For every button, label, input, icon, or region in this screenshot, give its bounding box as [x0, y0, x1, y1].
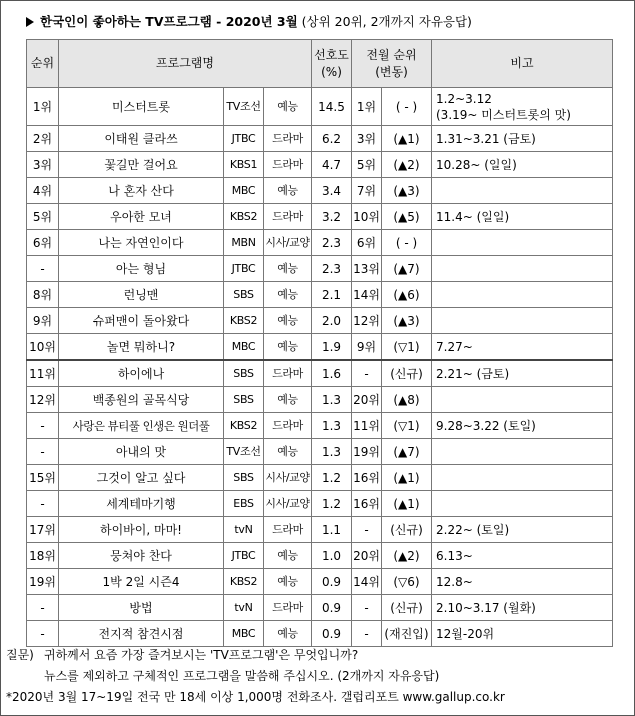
preference-cell: 2.3 [312, 230, 352, 256]
previous-rank-cell: 1위 [352, 88, 382, 126]
table-row [27, 595, 613, 621]
previous-rank-cell: 19위 [352, 439, 382, 465]
channel-cell: KBS2 [224, 308, 264, 334]
genre-cell: 예능 [264, 178, 312, 204]
channel-cell: EBS [224, 491, 264, 517]
question-row [6, 645, 626, 666]
channel-cell: JTBC [224, 256, 264, 282]
note-cell [432, 308, 613, 334]
table-row [27, 308, 613, 334]
change-cell: (▲3) [382, 178, 432, 204]
title-main: 한국인이 좋아하는 TV프로그램 - 2020년 3월 [40, 14, 298, 29]
note-text: 1.2~3.12 [436, 91, 492, 106]
genre-cell: 시사/교양 [264, 491, 312, 517]
program-cell: 하이바이, 마마! [59, 517, 224, 543]
previous-rank-cell: 11위 [352, 413, 382, 439]
table-header-row [27, 40, 613, 88]
ranking-table [26, 39, 613, 647]
previous-rank-cell: 20위 [352, 543, 382, 569]
change-cell: (▲7) [382, 256, 432, 282]
channel-cell: SBS [224, 282, 264, 308]
rank-cell: 15위 [27, 465, 59, 491]
genre-cell: 예능 [264, 282, 312, 308]
preference-cell: 3.2 [312, 204, 352, 230]
previous-rank-cell: 14위 [352, 282, 382, 308]
preference-cell: 1.3 [312, 387, 352, 413]
rank-cell: 18위 [27, 543, 59, 569]
genre-cell: 예능 [264, 569, 312, 595]
program-cell: 슈퍼맨이 돌아왔다 [59, 308, 224, 334]
preference-cell: 1.3 [312, 439, 352, 465]
footer [6, 645, 626, 708]
note-text: 2.10~3.17 (월화) [436, 600, 536, 615]
preference-cell: 1.9 [312, 334, 352, 361]
table-row [27, 230, 613, 256]
note-text: 9.28~3.22 (토일) [436, 418, 536, 433]
channel-cell: tvN [224, 595, 264, 621]
change-cell: (▲1) [382, 465, 432, 491]
question-label: 질문) [6, 648, 34, 662]
program-cell: 꽃길만 걸어요 [59, 152, 224, 178]
previous-rank-cell: 7위 [352, 178, 382, 204]
rank-cell: - [27, 595, 59, 621]
note-cell [432, 178, 613, 204]
note-cell [432, 439, 613, 465]
note-text: 11.4~ (일일) [436, 209, 510, 224]
change-cell: (▲5) [382, 204, 432, 230]
previous-rank-cell: 9위 [352, 334, 382, 361]
preference-cell: 2.3 [312, 256, 352, 282]
preference-cell: 1.1 [312, 517, 352, 543]
channel-cell: JTBC [224, 543, 264, 569]
channel-cell: MBN [224, 230, 264, 256]
note-cell [432, 387, 613, 413]
preference-cell: 6.2 [312, 126, 352, 152]
channel-cell: KBS2 [224, 413, 264, 439]
previous-rank-cell: 16위 [352, 491, 382, 517]
change-cell: (재진입) [382, 621, 432, 647]
preference-cell: 2.0 [312, 308, 352, 334]
program-cell: 우아한 모녀 [59, 204, 224, 230]
title-sub: (상위 20위, 2개까지 자유응답) [301, 14, 472, 29]
change-cell: (신규) [382, 595, 432, 621]
table-row [27, 282, 613, 308]
note-text: 2.21~ (금토) [436, 366, 510, 381]
previous-rank-cell: 10위 [352, 204, 382, 230]
rank-cell: 10위 [27, 334, 59, 361]
previous-rank-cell: - [352, 517, 382, 543]
header-previous-rank: 전월 순위 (변동) [352, 40, 432, 88]
genre-cell: 예능 [264, 88, 312, 126]
program-cell: 아내의 맛 [59, 439, 224, 465]
program-cell: 하이에나 [59, 360, 224, 387]
program-cell: 아는 형님 [59, 256, 224, 282]
program-cell: 전지적 참견시점 [59, 621, 224, 647]
channel-cell: SBS [224, 465, 264, 491]
triangle-bullet-icon [26, 17, 34, 27]
previous-rank-cell: - [352, 360, 382, 387]
table-row [27, 621, 613, 647]
genre-cell: 드라마 [264, 360, 312, 387]
previous-rank-cell: 6위 [352, 230, 382, 256]
note-text: 10.28~ (일일) [436, 157, 517, 172]
change-cell: (▲3) [382, 308, 432, 334]
genre-cell: 예능 [264, 256, 312, 282]
program-cell: 뭉쳐야 찬다 [59, 543, 224, 569]
change-cell: (▽1) [382, 334, 432, 361]
genre-cell: 드라마 [264, 152, 312, 178]
rank-cell: 9위 [27, 308, 59, 334]
genre-cell: 예능 [264, 621, 312, 647]
change-cell: (▽1) [382, 413, 432, 439]
preference-cell: 1.3 [312, 413, 352, 439]
header-preference: 선호도 (%) [312, 40, 352, 88]
genre-cell: 드라마 [264, 595, 312, 621]
previous-rank-cell: 12위 [352, 308, 382, 334]
program-cell: 백종원의 골목식당 [59, 387, 224, 413]
note-cell [432, 517, 613, 543]
program-cell: 방법 [59, 595, 224, 621]
previous-rank-cell: 3위 [352, 126, 382, 152]
rank-cell: - [27, 413, 59, 439]
previous-rank-cell: - [352, 621, 382, 647]
program-cell: 나는 자연인이다 [59, 230, 224, 256]
rank-cell: 3위 [27, 152, 59, 178]
preference-cell: 1.2 [312, 465, 352, 491]
header-program: 프로그램명 [59, 40, 312, 88]
document-title [26, 11, 472, 33]
program-cell: 1박 2일 시즌4 [59, 569, 224, 595]
change-cell: (▲6) [382, 282, 432, 308]
program-cell: 사랑은 뷰티풀 인생은 원더풀 [59, 413, 224, 439]
note-cell [432, 204, 613, 230]
genre-cell: 예능 [264, 387, 312, 413]
previous-rank-cell: 20위 [352, 387, 382, 413]
preference-cell: 1.0 [312, 543, 352, 569]
change-cell: ( - ) [382, 230, 432, 256]
table-row [27, 413, 613, 439]
change-cell: (▲2) [382, 543, 432, 569]
preference-cell: 0.9 [312, 621, 352, 647]
previous-rank-cell: 16위 [352, 465, 382, 491]
channel-cell: JTBC [224, 126, 264, 152]
rank-cell: 8위 [27, 282, 59, 308]
program-cell: 그것이 알고 싶다 [59, 465, 224, 491]
genre-cell: 드라마 [264, 413, 312, 439]
table-body [27, 88, 613, 647]
rank-cell: - [27, 256, 59, 282]
genre-cell: 예능 [264, 543, 312, 569]
table-row [27, 256, 613, 282]
rank-cell: 11위 [27, 360, 59, 387]
note-cell [432, 491, 613, 517]
note-cell [432, 282, 613, 308]
rank-cell: 19위 [27, 569, 59, 595]
change-cell: (▲1) [382, 491, 432, 517]
rank-cell: 17위 [27, 517, 59, 543]
preference-cell: 3.4 [312, 178, 352, 204]
channel-cell: KBS1 [224, 152, 264, 178]
rank-cell: 6위 [27, 230, 59, 256]
table-row [27, 178, 613, 204]
channel-cell: TV조선 [224, 439, 264, 465]
change-cell: (신규) [382, 360, 432, 387]
program-cell: 나 혼자 산다 [59, 178, 224, 204]
table-row [27, 569, 613, 595]
note-cell [432, 126, 613, 152]
program-cell: 이태원 클라쓰 [59, 126, 224, 152]
table-row [27, 88, 613, 126]
genre-cell: 예능 [264, 308, 312, 334]
channel-cell: SBS [224, 387, 264, 413]
channel-cell: KBS2 [224, 204, 264, 230]
note-text: 2.22~ (토일) [436, 522, 510, 537]
rank-cell: - [27, 439, 59, 465]
channel-cell: SBS [224, 360, 264, 387]
preference-cell: 4.7 [312, 152, 352, 178]
preference-cell: 1.2 [312, 491, 352, 517]
previous-rank-cell: 5위 [352, 152, 382, 178]
note-cell [432, 621, 613, 647]
program-cell: 세계테마기행 [59, 491, 224, 517]
channel-cell: KBS2 [224, 569, 264, 595]
question-line-1: 귀하께서 요즘 가장 즐겨보시는 'TV프로그램'은 무엇입니까? [44, 648, 359, 662]
note-text: 12.8~ [436, 574, 473, 589]
rank-cell: 12위 [27, 387, 59, 413]
note-cell [432, 543, 613, 569]
program-cell: 놀면 뭐하니? [59, 334, 224, 361]
change-cell: ( - ) [382, 88, 432, 126]
change-cell: (신규) [382, 517, 432, 543]
genre-cell: 시사/교양 [264, 465, 312, 491]
channel-cell: MBC [224, 621, 264, 647]
change-cell: (▽6) [382, 569, 432, 595]
note-text: 1.31~3.21 (금토) [436, 131, 536, 146]
program-cell: 런닝맨 [59, 282, 224, 308]
header-rank: 순위 [27, 40, 59, 88]
previous-rank-cell: 14위 [352, 569, 382, 595]
source-note: *2020년 3월 17~19일 전국 만 18세 이상 1,000명 전화조사. 갤럽리포트 www.gallup.co.kr [6, 690, 505, 704]
note-cell [432, 465, 613, 491]
note-text: 7.27~ [436, 339, 473, 354]
note-cell [432, 334, 613, 361]
note-text: 6.13~ [436, 548, 473, 563]
note-text: 12월-20위 [436, 626, 495, 641]
note-cell [432, 256, 613, 282]
channel-cell: TV조선 [224, 88, 264, 126]
change-cell: (▲2) [382, 152, 432, 178]
channel-cell: MBC [224, 334, 264, 361]
table-row [27, 126, 613, 152]
note-cell [432, 360, 613, 387]
rank-cell: 4위 [27, 178, 59, 204]
change-cell: (▲7) [382, 439, 432, 465]
change-cell: (▲8) [382, 387, 432, 413]
preference-cell: 0.9 [312, 569, 352, 595]
rank-cell: 2위 [27, 126, 59, 152]
genre-cell: 예능 [264, 334, 312, 361]
table-row [27, 465, 613, 491]
table-row [27, 517, 613, 543]
note-cell [432, 230, 613, 256]
table-row [27, 152, 613, 178]
genre-cell: 예능 [264, 439, 312, 465]
preference-cell: 0.9 [312, 595, 352, 621]
note-cell [432, 413, 613, 439]
note-cell [432, 152, 613, 178]
preference-cell: 2.1 [312, 282, 352, 308]
table-row [27, 439, 613, 465]
header-note: 비고 [432, 40, 613, 88]
genre-cell: 드라마 [264, 204, 312, 230]
channel-cell: MBC [224, 178, 264, 204]
genre-cell: 드라마 [264, 126, 312, 152]
program-cell: 미스터트롯 [59, 88, 224, 126]
question-line-2: 뉴스를 제외하고 구체적인 프로그램을 말씀해 주십시오. (2개까지 자유응답) [44, 669, 440, 683]
note-cell [432, 88, 613, 126]
table-row [27, 491, 613, 517]
rank-cell: 5위 [27, 204, 59, 230]
note-cell [432, 569, 613, 595]
rank-cell: - [27, 491, 59, 517]
note-cell [432, 595, 613, 621]
rank-cell: - [27, 621, 59, 647]
table-row [27, 204, 613, 230]
table-row [27, 334, 613, 361]
preference-cell: 14.5 [312, 88, 352, 126]
genre-cell: 드라마 [264, 517, 312, 543]
previous-rank-cell: - [352, 595, 382, 621]
table-row [27, 543, 613, 569]
genre-cell: 시사/교양 [264, 230, 312, 256]
table-row [27, 360, 613, 387]
preference-cell: 1.6 [312, 360, 352, 387]
rank-cell: 1위 [27, 88, 59, 126]
previous-rank-cell: 13위 [352, 256, 382, 282]
channel-cell: tvN [224, 517, 264, 543]
change-cell: (▲1) [382, 126, 432, 152]
note-text-secondary: (3.19~ 미스터트롯의 맛) [436, 107, 571, 122]
table-row [27, 387, 613, 413]
